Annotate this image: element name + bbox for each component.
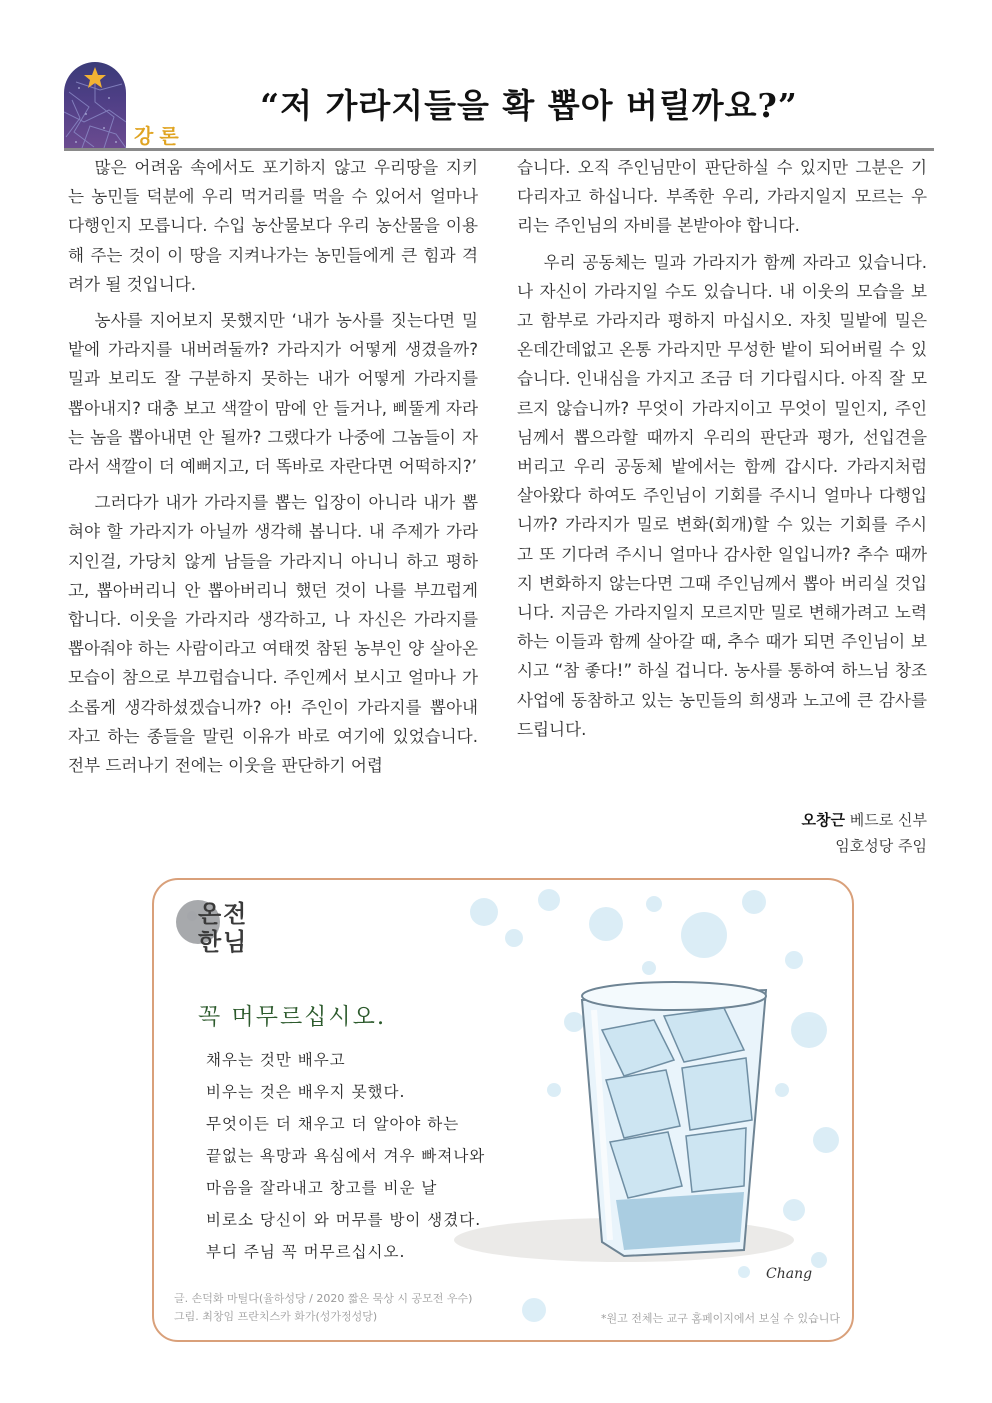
homepage-note: *원고 전체는 교구 홈페이지에서 보실 수 있습니다 bbox=[601, 1312, 840, 1325]
paragraph: 많은 어려움 속에서도 포기하지 않고 우리땅을 지키는 농민들 덕분에 우리 먹거리를 먹을 수 있어서 얼마나 다행인지 모릅니다. 수입 농산물보다 우리 농산물을 이용해 주는 것이 이 땅을 지켜나가는 농민들에게 큰 힘과 격려가 될 것입니다. bbox=[68, 158, 478, 294]
poem-line: 채우는 것만 배우고 bbox=[206, 1051, 346, 1069]
poem-line: 비로소 당신이 와 머무를 방이 생겼다. bbox=[206, 1211, 482, 1229]
author-name: 오창근 bbox=[801, 811, 845, 829]
author-parish: 임호성당 주임 bbox=[835, 837, 927, 855]
paragraph: 우리 공동체는 밀과 가라지가 함께 자라고 있습니다. 나 자신이 가라지일 수도 있습니다. 내 이웃의 모습을 보고 함부로 가라지라 평하지 마십시오. 자칫 밀밭에 밀은 온데간데없고 온통 가라지만 무성한 밭이 되어버릴 수 있습니다. 인내심을 가지고 조금 더 기다립시다. 아직 잘 모르지 않습니까? 무엇이 가라지이고 무엇이 밀인지, 주인님께서 뽑으라할 때까지 우리의 판단과 평가, 선입견을 버리고 우리 공동체 밭에서는 함께 갑시다. 가라지처럼 살아왔다 하여도 주인님이 기회를 주시니 얼마나 다행입니까? 가라지가 밀로 변화(회개)할 수 있는 기회를 주시고 또 기다려 주시니 얼마나 감사한 일입니까? 추수 때까지 변화하지 않는다면 그때 주인님께서 뽑아 버리실 것입니다. 지금은 가라지일지 모르지만 밀로 변해가려고 노력하는 이들과 함께 살아갈 때, 추수 때가 되면 주인님이 보시고 “참 좋다!” 하실 겁니다. 농사를 통하여 하느님 창조사업에 동참하고 있는 농민들의 희생과 노고에 큰 감사를 드립니다. bbox=[517, 252, 927, 739]
poem-card bbox=[152, 878, 854, 1342]
paragraph: 농사를 지어보지 못했지만 ‘내가 농사를 짓는다면 밀밭에 가라지를 내버려둘까? 가라지가 어떻게 생겼을까? 밀과 보리도 잘 구분하지 못하는 내가 어떻게 가라지를 뽑아내지? 대충 보고 색깔이 맘에 안 들거나, 삐뚤게 자라는 놈을 뽑아내면 안 될까? 그랬다가 나중에 그놈들이 자라서 색깔이 더 예뻐지고, 더 똑바로 자란다면 어떡하지?’ bbox=[68, 311, 478, 477]
header-divider bbox=[64, 148, 934, 151]
page-title: “저 가라지들을 확 뽑아 버릴까요?” bbox=[260, 86, 798, 125]
poem-body bbox=[206, 1044, 485, 1268]
poem-line: 무엇이든 더 채우고 더 알아야 하는 bbox=[206, 1115, 460, 1133]
article-column-left bbox=[68, 153, 478, 787]
poem-line: 부디 주님 꼭 머무르십시오. bbox=[206, 1243, 406, 1261]
credit-art: 그림. 최창임 프란치스카 화가(성가정성당) bbox=[174, 1310, 378, 1323]
card-logo bbox=[176, 898, 286, 968]
poem-line: 끝없는 욕망과 욕심에서 겨우 빠져나와 bbox=[206, 1147, 486, 1165]
poem-line: 마음을 잘라내고 창고를 비운 날 bbox=[206, 1179, 438, 1197]
section-label: 강론 bbox=[134, 124, 185, 148]
poem-title: 꼭 머무르십시오. bbox=[198, 1004, 387, 1030]
article-header bbox=[64, 58, 934, 150]
paragraph: 습니다. 오직 주인님만이 판단하실 수 있지만 그분은 기다리자고 하십니다. 부족한 우리, 가라지일지 모르는 우리는 주인님의 자비를 본받아야 합니다. bbox=[517, 158, 927, 236]
poem-line: 비우는 것은 배우지 못했다. bbox=[206, 1083, 406, 1101]
credit-text: 글. 손덕화 마틸다(율하성당 / 2020 짧은 묵상 시 공모전 우수) bbox=[174, 1292, 473, 1305]
article-column-right bbox=[517, 153, 927, 751]
paragraph: 그러다가 내가 가라지를 뽑는 입장이 아니라 내가 뽑혀야 할 가라지가 아닐까 생각해 봅니다. 내 주제가 가라지인걸, 가당치 않게 남들을 가라지니 아니니 하고 평하고, 뽑아버리니 안 뽑아버리니 했던 것이 나를 부끄럽게 합니다. 이웃을 가라지라 생각하고, 나 자신은 가라지를 뽑아줘야 하는 사람이라고 여태껏 참된 농부인 양 살아온 모습이 참으로 부끄럽습니다. 주인께서 보시고 얼마나 가소롭게 생각하셨겠습니까? 아! 주인이 가라지를 뽑아내자고 하는 종들을 말린 이유가 바로 여기에 있었습니다. 전부 드러나기 전에는 이웃을 판단하기 어렵 bbox=[68, 493, 478, 776]
author-signature bbox=[517, 807, 927, 859]
author-title: 베드로 신부 bbox=[849, 811, 927, 829]
artist-signature: Chang bbox=[766, 1266, 813, 1282]
card-logo-text: 온전한님 bbox=[198, 899, 249, 956]
credits bbox=[174, 1290, 472, 1326]
